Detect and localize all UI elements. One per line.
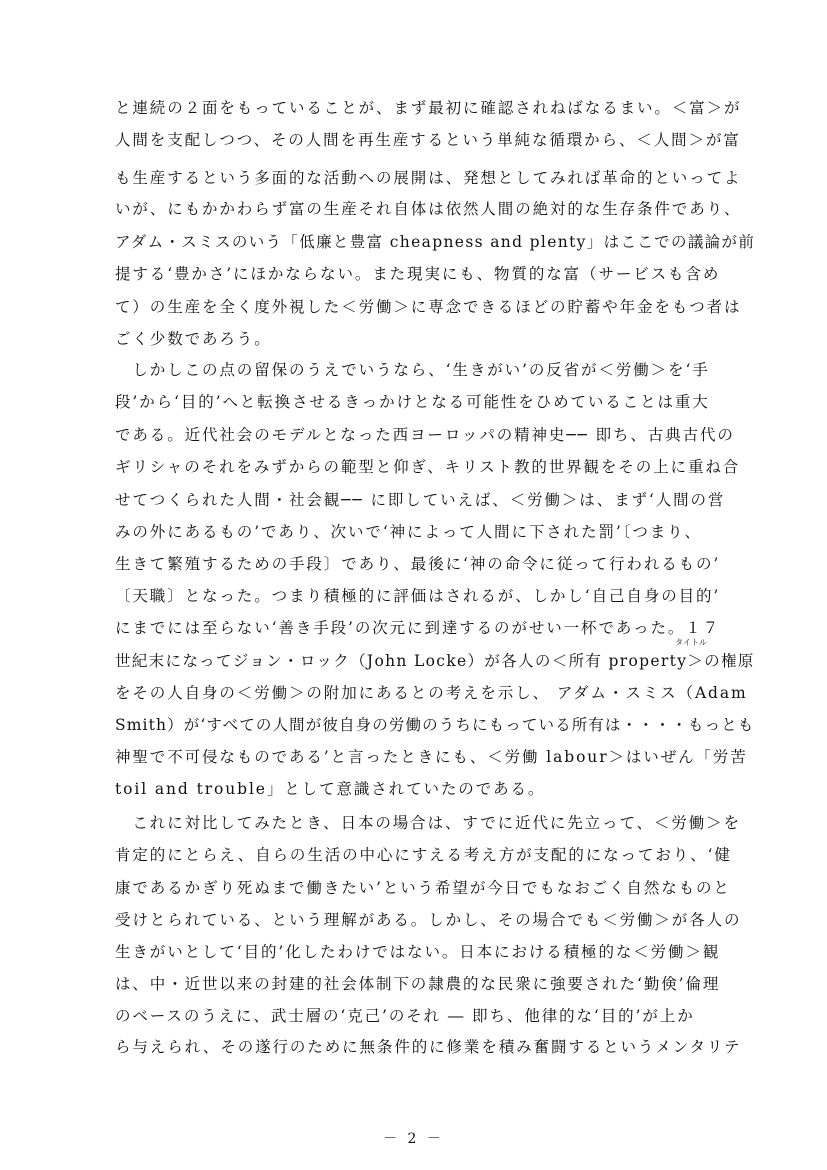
text-line: アダム・スミスのいう「低廉と豊富 cheapness and plenty」はここでの議論が前 xyxy=(115,233,756,251)
text-line: 生きて繁殖するための手段〕であり、最後に‘神の命令に従って行われるもの’ xyxy=(115,555,721,573)
text-line: Smith）が‘すべての人間が彼自身の労働のうちにもっている所有は・・・・もっとも xyxy=(115,716,755,734)
text-line: である。近代社会のモデルとなった西ヨーロッパの精神史── 即ち、古典古代の xyxy=(115,426,735,444)
text-line: 人間を支配しつつ、その人間を再生産するという単純な循環から、＜人間＞が富 xyxy=(115,131,741,149)
text-line: 神聖で不可侵なものである’と言ったときにも、＜労働 labour＞はいぜん「労苦 xyxy=(115,748,748,766)
text-line: いが、にもかかわらず富の生産それ自体は依然人間の絶対的な生存条件であり、 xyxy=(115,200,742,218)
text-line: ギリシャのそれをみずからの範型と仰ぎ、キリスト教的世界観をその上に重ね合 xyxy=(115,458,741,476)
text-line: て）の生産を全く度外視した＜労働＞に専念できるほどの貯蓄や年金をもつ者は xyxy=(115,298,742,316)
text-line: せてつくられた人間・社会観── に即していえば、＜労働＞は、まず‘人間の営 xyxy=(115,491,726,509)
text-line: toil and trouble」として意識されていたのである。 xyxy=(115,780,546,798)
page-number: － 2 － xyxy=(383,1131,444,1147)
text-line: と連続の２面をもっていることが、まず最初に確認されねばなるまい。＜富＞が xyxy=(115,99,742,117)
ruby-annotation: タイトル xyxy=(675,638,707,647)
text-line: 受けとられている、という理解がある。しかし、その場合でも＜労働＞が各人の xyxy=(115,911,742,929)
text-line: 提する‘豊かさ’にほかならない。また現実にも、物質的な富（サービスも含め xyxy=(115,265,721,283)
text-line: をその人自身の＜労働＞の附加にあるとの考えを示し、 アダム・スミス（Adam xyxy=(115,684,748,702)
text-line: これに対比してみたとき、日本の場合は、すでに近代に先立って、＜労働＞を xyxy=(115,814,741,832)
text-line: も生産するという多面的な活動への展開は、発想としてみれば革命的といってよ xyxy=(115,169,742,187)
text-line: しかしこの点の留保のうえでいうなら、‘生きがい’の反省が＜労働＞を‘手 xyxy=(115,361,710,379)
text-line: 康であるかぎり死ぬまで働きたい’という希望が今日でもなおごく自然なものと xyxy=(115,879,731,897)
text-line: ら与えられ、その遂行のために無条件的に修業を積み奮闘するというメンタリテ xyxy=(115,1038,742,1056)
text-line: のベースのうえに、武士層の‘克己’のそれ ― 即ち、他律的な‘目的’が上か xyxy=(115,1007,695,1025)
text-line: 段’から‘目的’へと転換させるきっかけとなる可能性をひめていることは重大 xyxy=(115,393,710,411)
text-line: にまでには至らない‘善き手段’の次元に到達するのがせい一杯であった。１７ xyxy=(115,619,721,637)
text-line: 肯定的にとらえ、自らの生活の中心にすえる考え方が支配的になっており、‘健 xyxy=(115,846,732,864)
text-line: 生きがいとして‘目的’化したわけではない。日本における積極的な＜労働＞観 xyxy=(115,943,721,961)
text-line: 〔天職〕となった。つまり積極的に評価はされるが、しかし‘自己自身の目的’ xyxy=(115,587,721,605)
text-line: みの外にあるもの’であり、次いで‘神によって人間に下された罰’〔つまり、 xyxy=(115,523,702,541)
text-line: は、中・近世以来の封建的社会体制下の隷農的な民衆に強要された‘勤倹’倫理 xyxy=(115,975,721,993)
text-line: ごく少数であろう。 xyxy=(115,330,272,348)
text-line: 世紀末になってジョン・ロック（John Locke）が各人の＜所有 property＞の権原 xyxy=(115,652,755,670)
